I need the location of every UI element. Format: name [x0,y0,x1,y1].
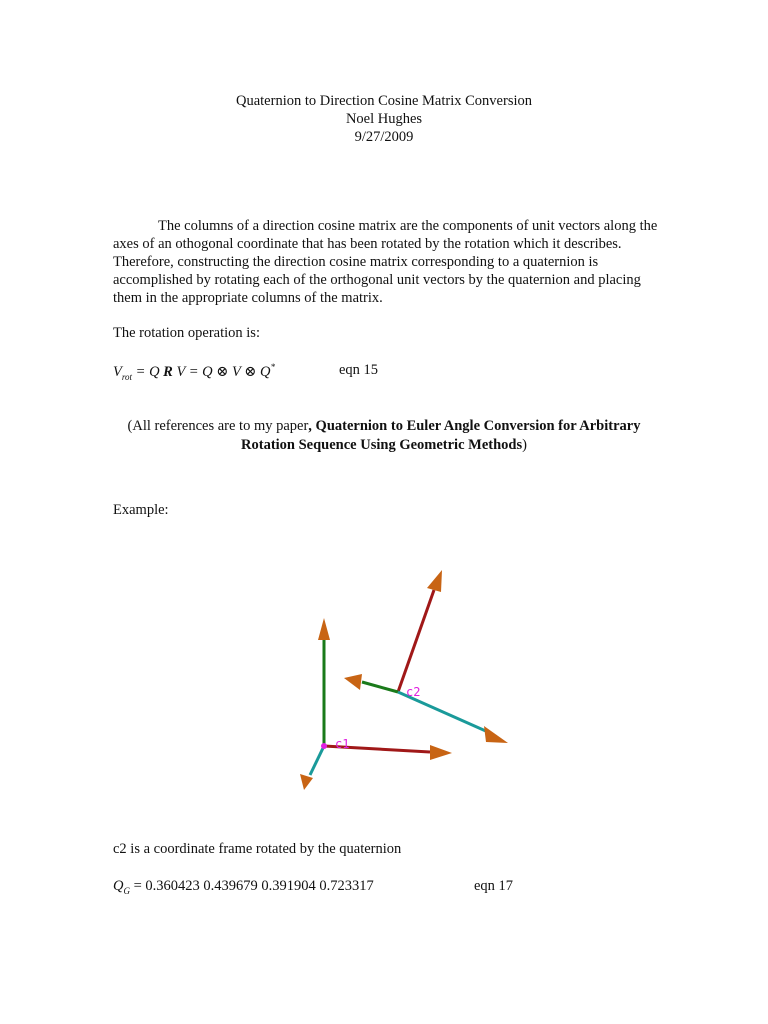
coordinate-frames-figure [290,560,530,800]
c1-green-arrowhead [318,618,330,640]
equation-15-formula: $V_{rot} = Q$ R V = Q ⊗ V ⊗ Q* [113,362,275,382]
references-suffix: ) [522,437,527,453]
c1-label: c1 [335,737,350,751]
references-paper-title: , Quaternion to Euler Angle Conversion for Arbitrary Rotation Sequence Using Geometric Methods [241,418,641,453]
document-title: Quaternion to Direction Cosine Matrix Conversion [236,93,532,109]
equation-17 [113,878,514,896]
figure-caption: c2 is a coordinate frame rotated by the quaternion [113,841,402,857]
c2-red-axis [398,590,434,692]
c2-cyan-arrowhead [484,726,508,743]
references-note [100,417,668,455]
c1-cyan-axis [310,746,324,775]
intro-paragraph-text: The columns of a direction cosine matrix are the components of unit vectors along the axes of an othogonal coordinate that has been rotated by the rotation which it describes. Therefore, constructing the direction cosine matrix corresponding to a quaternion is accomplished by rotating each of the orthogonal unit vectors by the quaternion and placing them in the appropriate columns of the matrix. [113,218,658,306]
document-date: 9/27/2009 [354,129,414,145]
equation-15-number: eqn 15 [339,362,379,378]
example-label: Example: [113,502,169,518]
equation-17-number: eqn 17 [474,878,514,894]
c1-origin-dot [321,743,327,749]
equation-17-symbol: $Q_G$ [113,878,130,896]
c1-red-arrowhead [430,745,452,760]
equation-15 [113,362,379,382]
rotation-operation-label: The rotation operation is: [113,325,260,341]
c2-green-axis [362,682,398,692]
document-author: Noel Hughes [345,111,423,127]
intro-paragraph [113,217,658,307]
c2-label: c2 [406,685,421,699]
equation-17-values: = 0.360423 0.439679 0.391904 0.723317 [133,878,374,894]
c2-red-arrowhead [427,570,442,592]
c2-green-arrowhead [344,674,362,690]
references-prefix: (All references are to my paper [127,418,309,434]
document-header [0,92,768,146]
c1-cyan-arrowhead [300,774,313,790]
